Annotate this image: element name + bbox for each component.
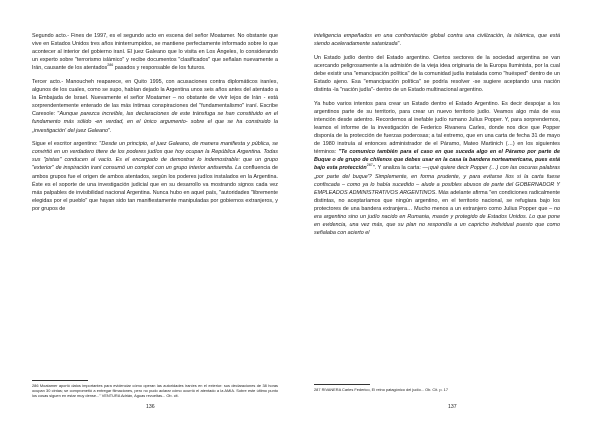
- text-run: no era argentino sino un judío nacido en Rumania, masón y protegido de Estados Unidos. Lo que pone en evidencia, una vez más, que su plan no respondía a un capricho individual puesto que como señalaba con acierto el: [314, 205, 560, 237]
- footnote-marker: 287: [366, 163, 373, 168]
- right-page-body: [314, 32, 560, 243]
- text-run: Ya hubo varios intentos para crear un Estado dentro el Estado Argentino. Es decir despojar a los argentinos parte de su territorio, para crear un nuevo territorio judío. Veamos algo más de esa intención desde adentro. Recordemos al inefable judío rumano Julius Popper. Y, para sorprendernos, leamos el informe de la investigación de Federico Rivanera Carles, donde nos dice que Popper disponía de la protección de fuerzas poderosas; a tal extremo, que en una carta de fecha 31 de mayo de 1980 instruía al entonces administrador de el Páramo, Mateo Martinich (…) en los siguientes términos:: [314, 100, 560, 156]
- text-run: Desde un principio, el juez Galeano, de manera manifiesta y pública, se convirtió en un verdadero titere de los poderes judíos que hoy ocupan la República Argentina. Todas sus "pistas" conducen al vacío. Es el encargado de demostrar lo indemostrable: que un grupo "exterior" de inspiración iraní consumó un complot con un grupo interior antisemita. La: [32, 141, 278, 172]
- text-run: ".: [107, 127, 112, 134]
- text-run: Segundo acto.- Fines de 1997, es el segundo acto en escena del señor Moatamer. No obstante que vive en Estados Unidos tres años ininterrumpidos, se mantiene perfectamente informado sobre lo que acontecer al interior del gobierno iraní. El juez Galeano que lo visita en Los Ángeles, lo considerando un experto sobre "terrorismo islámico" y recibe documentos "clasificados" que señalan nuevamente a Irán, causante de los atentados: [32, 33, 278, 72]
- footnote-rule: [32, 380, 88, 381]
- text-run: pasados y responsable de los futuros.: [113, 65, 206, 72]
- text-run: ". Y analiza la carta:: [372, 165, 423, 172]
- right-paragraph-3: [314, 100, 560, 238]
- left-paragraph-2: [32, 78, 278, 135]
- text-run: Aunque parezca increíble, las declaraciones de este tránsfuga se han constituido en el fundamento más sólido -en verdad, en el único argumento- sobre el que se ha construido la „investigación' del juez Galeano: [32, 111, 279, 134]
- left-paragraph-3: [32, 140, 278, 213]
- right-page-number: 137: [448, 404, 457, 410]
- text-run: "Te comunico también para el caso en que suceda algo en el Páramo por parte de Buque o de grupo de chilenos que debes usar en la casa la bandera norteamericana, pues está bajo esta protección: [314, 149, 560, 172]
- right-paragraph-1: [314, 32, 560, 48]
- text-run: inteligencia empeñados en una confrontación global contra una civilización, la islámica, que está siendo aceleradamente satanizada: [314, 33, 560, 48]
- text-run: ".: [397, 41, 402, 48]
- left-page-number: 136: [146, 404, 155, 410]
- left-paragraph-1: [32, 32, 278, 72]
- footnote-rule: [314, 384, 370, 385]
- right-footnote: 287 RIVANERA Carles Federico, El reino patagónico del judío... Ob. Cit. p. 17: [314, 387, 449, 392]
- text-run: ―¡qué quiere decir Popper (…) con las oscuras palabras „por parte del buque'? Simplemente, en forma prudente, y para evitarse líos si la carta fuese confiscada – como ya lo había sucedido – alude a posibles abusos de parte del GOBERNADOR Y EMPLEADOS ADMINISTRATIVOS ARGENTINOS: [314, 165, 561, 196]
- text-run: Un Estado judío dentro del Estado argentino. Ciertos sectores de la sociedad argentina se van acercando peligrosamente a la admisión de la vieja idea originaria de la Europa Iluminista, por la cual debe existir una "emancipación política" de la comunidad judía instalada como "huésped" dentro de un Estado ajeno. Esa "emancipación política" se podría resolver -se sugiere aceptando una nación distinta -la "nación judía"- dentro de un Estado multinacional argentino.: [314, 54, 560, 94]
- left-footnote: 286 Moatamer aportó datos importantes para evidenciar cómo operan las autoridades iraníes en el exterior: sus declaraciones de 38 horas ocupan 30 cintas; se comprometió a entregar filmaciones, pero no pudo aclarar cómo ocurrió el atentado a la AMIA. Sobre este último punto los cosas siguen en estar muy dense..." VENTURA Adrián, Aguas revueltas... Ob. cit.: [32, 383, 278, 398]
- right-paragraph-2: [314, 54, 560, 94]
- footnote-marker: 286: [107, 63, 114, 68]
- left-page-body: [32, 32, 278, 218]
- text-run: Sigue el escritor argentino: ": [32, 141, 102, 148]
- text-run: confluencia de ambos grupos fue el origen de ambos atentados, según los poderes judíos instalados en la Argentina. Éste es el soporte de una investigación judicial que en su desarrollo va mostrando signos cada vez más palpables de invisibilidad nacional Argentina. Nunca hubo en aquel país, "autoridades "libremente elegidas por el pueblo" que hayan sido tan manifiestamente manipuladas por gobiernos extranjeros, y por grupos de: [32, 165, 278, 212]
- text-run: . Más adelante afirma "en condiciones radicalmente distintas, no aceptaríamos que ningún argentino, en el territorio nacional, se refugiara bajo los protectores de una bandera extranjera… Mucho menos a un extranjero como Julius Popper que –: [314, 189, 560, 212]
- text-run: Tercer acto.- Manoucheh reaparece, en Quito 1995, con acusaciones contra diplomáticos iraníes, algunos de los cuales, como se supo, habían dejado la Argentina unos seis años antes del atentado a la Embajada de Israel. Nuevamente el señor Moatamer – no obstante de vivir lejos de Irán - está sorprendentemente enterado de las más íntimas conspiraciones del "fundamentalismo" iraní. Escribe Caresole: ": [32, 78, 278, 118]
